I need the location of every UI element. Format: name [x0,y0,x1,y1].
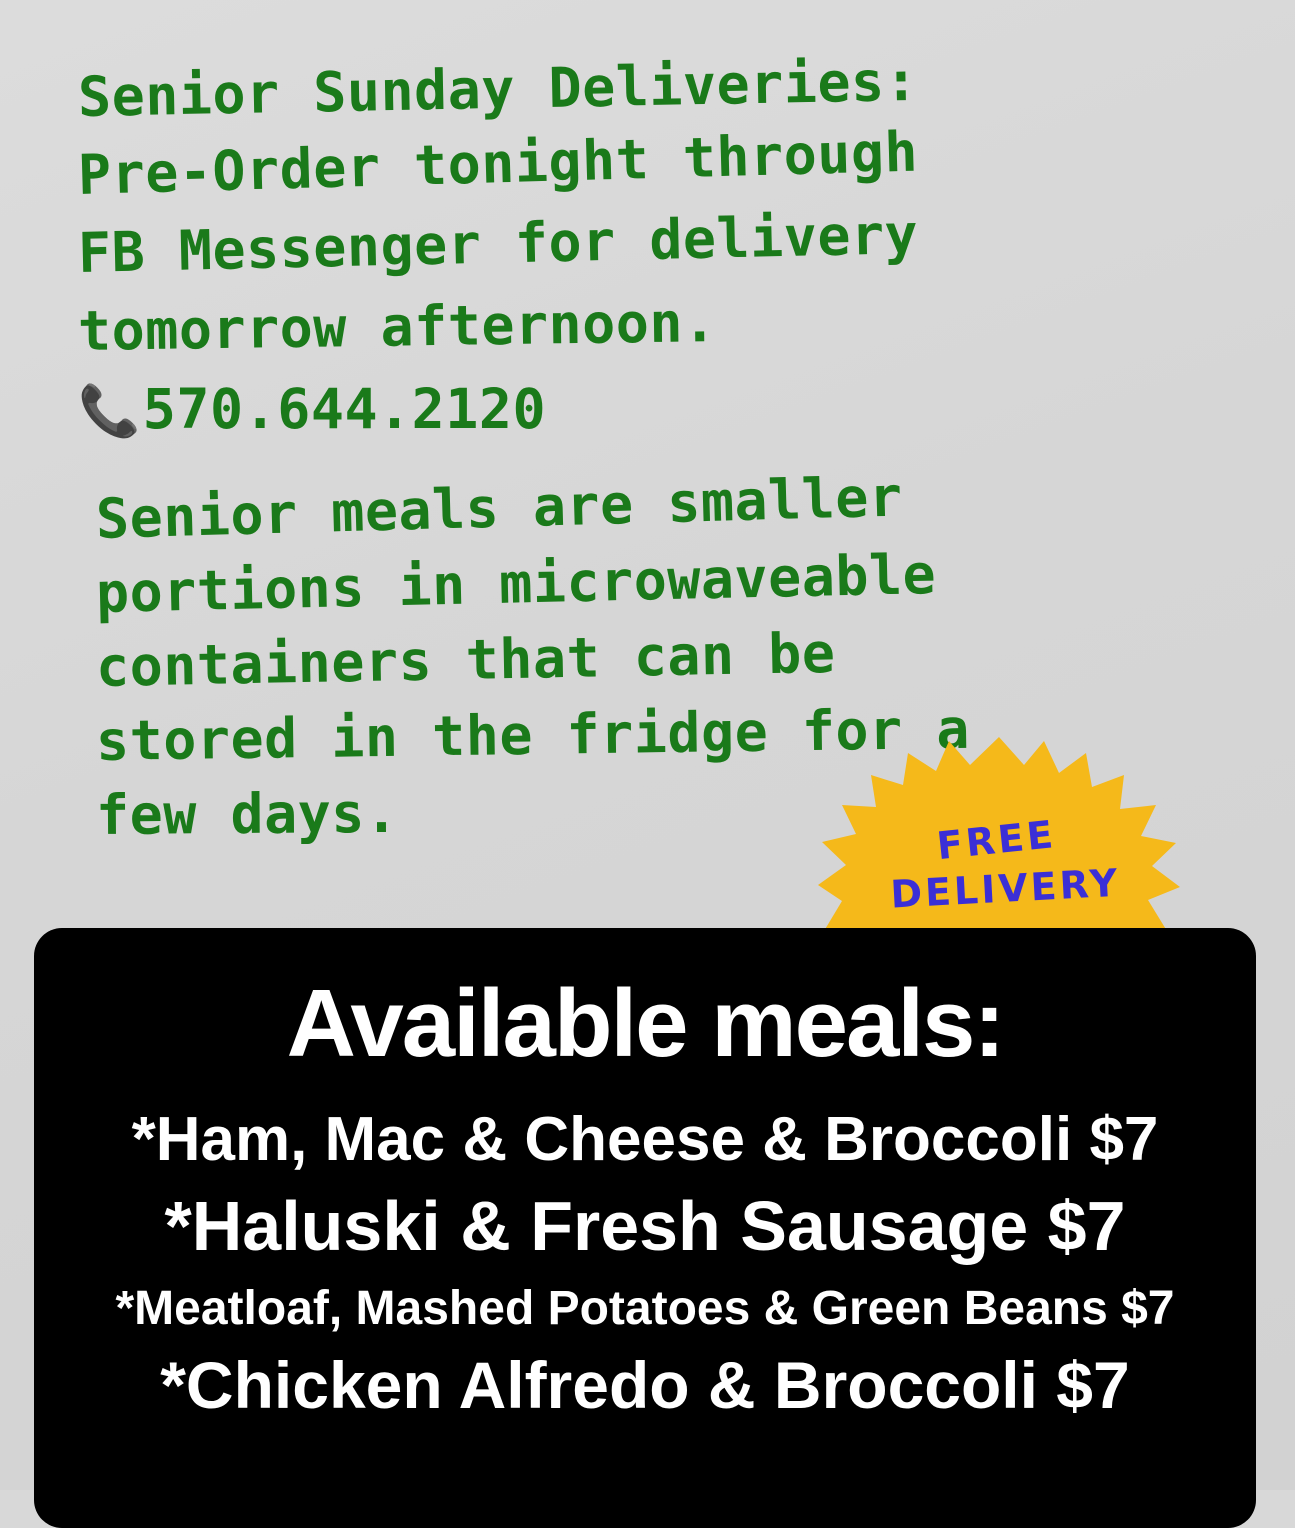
portion-line-4: stored in the fridge for a [95,696,971,773]
meal-item: *Ham, Mac & Cheese & Broccoli $7 [131,1105,1159,1174]
announcement-line-4: tomorrow afternoon. [77,290,718,363]
portion-line-1: Senior meals are smaller [95,464,904,551]
badge-line-2: DELIVERY [889,860,1122,917]
announcement-line-1: Senior Sunday Deliveries: [77,48,919,129]
meal-item: *Chicken Alfredo & Broccoli $7 [160,1347,1130,1422]
portion-line-5: few days. [95,780,399,847]
announcement-line-3: FB Messenger for delivery [77,201,919,285]
telephone-icon: 📞 [78,382,141,440]
announcement-text [77,48,1128,448]
available-meals-panel [34,928,1256,1528]
portion-line-2: portions in microwaveable [95,541,937,625]
badge-line-1: FREE [934,812,1058,869]
announcement-line-2: Pre-Order tonight through [77,119,919,207]
meals-title: Available meals: [286,970,1004,1077]
meal-item: *Haluski & Fresh Sausage $7 [164,1187,1126,1266]
meal-item: *Meatloaf, Mashed Potatoes & Green Beans $7 [115,1281,1175,1335]
phone-line [78,370,1128,448]
phone-number[interactable]: 570.644.2120 [142,377,547,441]
portion-line-3: containers that can be [95,620,836,699]
